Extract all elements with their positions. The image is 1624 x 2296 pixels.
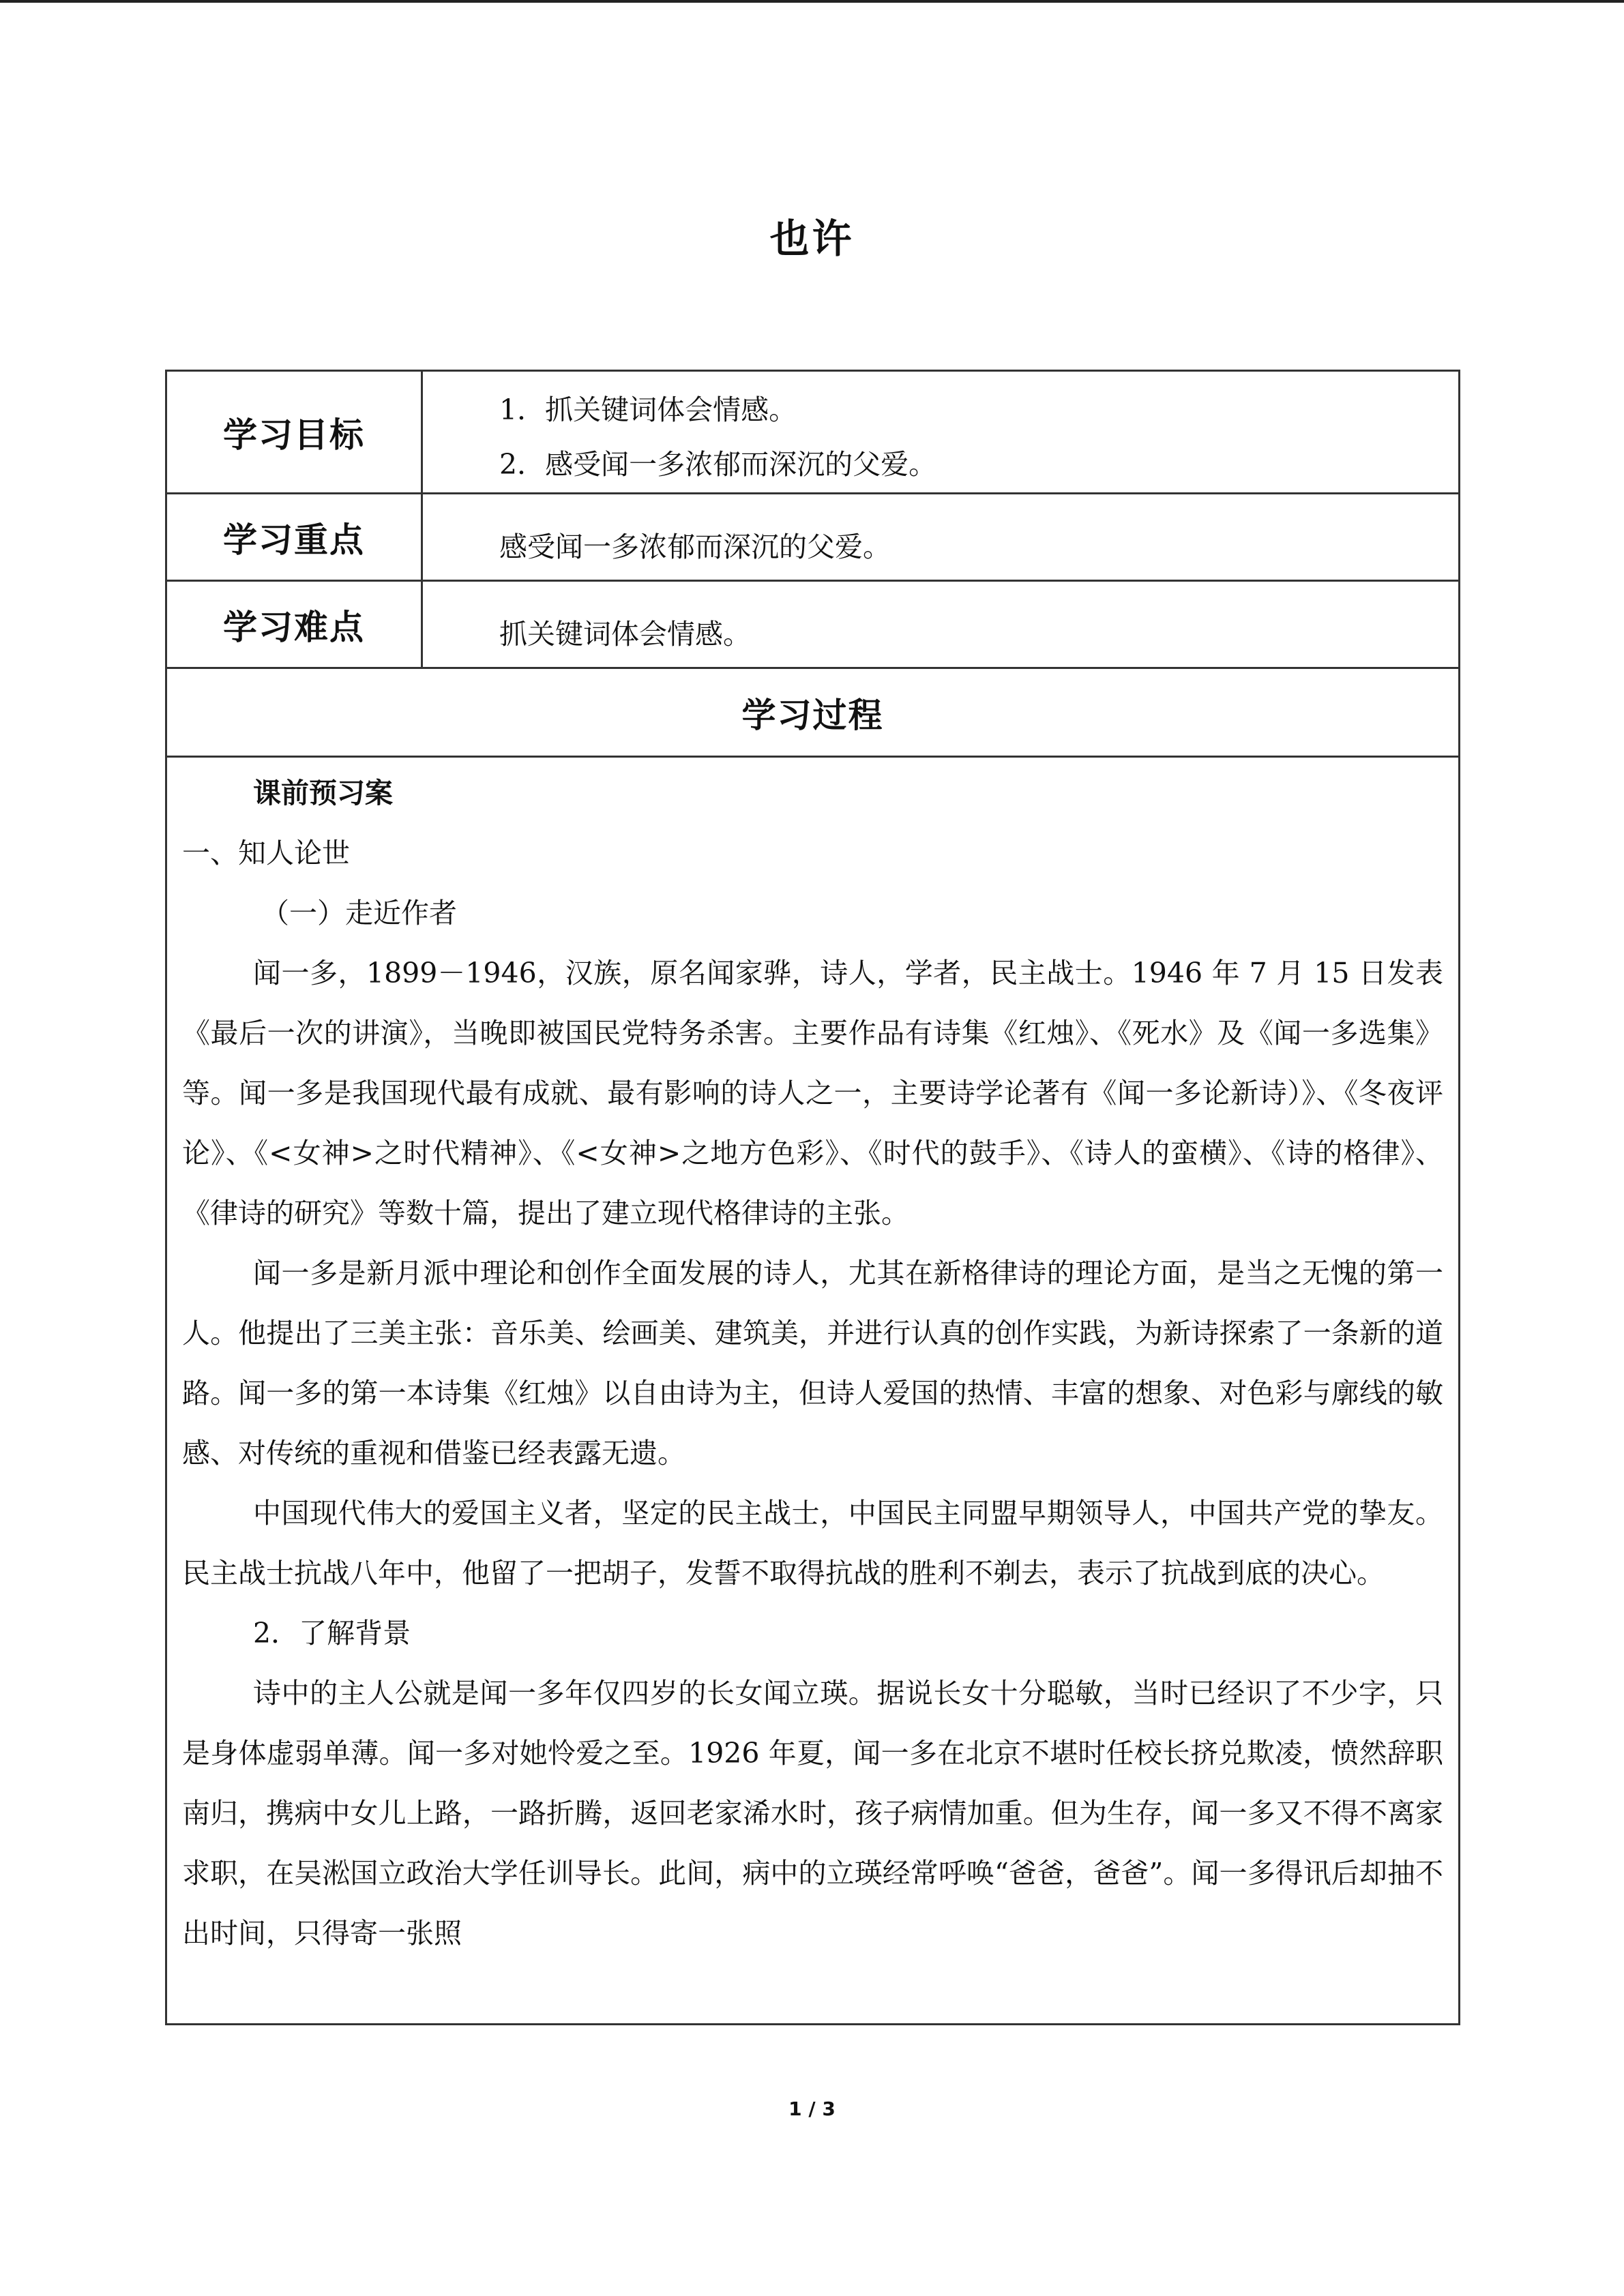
key-points-row xyxy=(167,494,1458,582)
objective-item: 1．抓关键词体会情感。 xyxy=(499,393,797,426)
objective-item: 2．感受闻一多浓郁而深沉的父爱。 xyxy=(499,448,937,481)
process-header-row xyxy=(167,669,1458,758)
objectives-content xyxy=(423,372,1458,492)
key-points-content xyxy=(423,494,1458,580)
page-top-edge xyxy=(0,0,1624,3)
background-paragraph: 诗中的主人公就是闻一多年仅四岁的长女闻立瑛。据说长女十分聪敏，当时已经识了不少字，只是身体虚弱单薄。闻一多对她怜爱之至。1926 年夏，闻一多在北京不堪时任校长挤兑欺凌，愤然辞职南归，携病中女儿上路，一路折腾，返回老家浠水时，孩子病情加重。但为生存，闻一多又不得不离家求职，在吴淞国立政治大学任训导长。此间，病中的立瑛经常呼唤“爸爸，爸爸”。闻一多得讯后却抽不出时间，只得寄一张照 xyxy=(182,1677,1443,1950)
section-heading: 一、知人论世 xyxy=(182,837,350,869)
author-paragraph: 中国现代伟大的爱国主义者，坚定的民主战士，中国民主同盟早期领导人，中国共产党的挚友。民主战士抗战八年中，他留了一把胡子，发誓不取得抗战的胜利不剃去，表示了抗战到底的决心。 xyxy=(182,1497,1443,1590)
difficulties-text: 抓关键词体会情感。 xyxy=(499,618,751,651)
process-body xyxy=(167,758,1458,2023)
author-paragraph: 闻一多是新月派中理论和创作全面发展的诗人，尤其在新格律诗的理论方面，是当之无愧的第一人。他提出了三美主张：音乐美、绘画美、建筑美，并进行认真的创作实践，为新诗探索了一条新的道路。闻一多的第一本诗集《红烛》以自由诗为主，但诗人爱国的热情、丰富的想象、对色彩与廓线的敏感、对传统的重视和借鉴已经表露无遗。 xyxy=(182,1257,1443,1470)
difficulties-content xyxy=(423,582,1458,667)
lesson-table xyxy=(165,370,1460,2025)
difficulties-row xyxy=(167,582,1458,669)
objectives-label: 学习目标 xyxy=(167,372,423,492)
preview-heading: 课前预习案 xyxy=(253,777,393,809)
difficulties-label: 学习难点 xyxy=(167,582,423,667)
key-points-text: 感受闻一多浓郁而深沉的父爱。 xyxy=(499,531,891,563)
document-title: 也许 xyxy=(769,215,855,262)
process-heading: 学习过程 xyxy=(741,695,884,735)
key-points-label: 学习重点 xyxy=(167,494,423,580)
subsection-heading: （一）走近作者 xyxy=(261,897,457,929)
page-number: 1 / 3 xyxy=(788,2098,836,2120)
author-paragraph: 闻一多，1899－1946，汉族，原名闻家骅，诗人，学者，民主战士。1946 年 7 月 15 日发表《最后一次的讲演》，当晚即被国民党特务杀害。主要作品有诗集《红烛》、《死水》及《闻一多选集》等。闻一多是我国现代最有成就、最有影响的诗人之一，主要诗学论著有《闻一多论新诗）》、《冬夜评论》、《<女神>之时代精神》、《<女神>之地方色彩》、《时代的鼓手》、《诗人的蛮横》、《诗的格律》、《律诗的研究》等数十篇，提出了建立现代格律诗的主张。 xyxy=(182,957,1443,1229)
subsection-heading: 2．了解背景 xyxy=(253,1617,411,1650)
objectives-row xyxy=(167,372,1458,494)
